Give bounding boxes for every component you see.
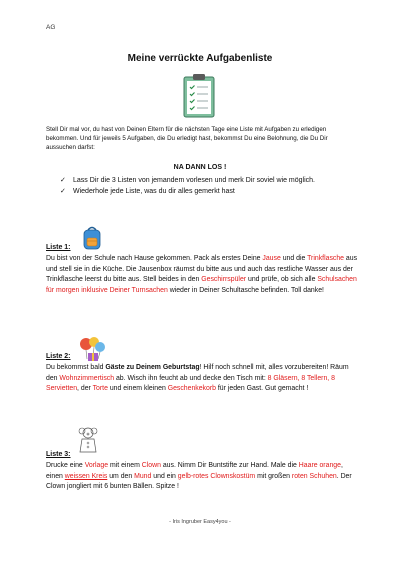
list-3-heading: Liste 3: — [46, 451, 71, 458]
rule-text: Lass Dir die 3 Listen von jemandem vorlesen und merk Dir soviel wie möglich. — [73, 177, 315, 184]
text-segment: Du bekommst bald — [46, 364, 106, 371]
highlighted-phrase: Torte — [92, 385, 108, 392]
text-segment: ab. Wisch ihn feucht ab und decke den Tisch mit: — [114, 374, 268, 382]
text-segment: für jeden Gast. Gut gemacht ! — [215, 385, 309, 392]
call-to-action: NA DANN LOS ! — [173, 164, 227, 171]
text-segment: aus. Nimm Dir Buntstifte zur Hand. Male die — [160, 462, 299, 469]
text-segment: , einen — [46, 462, 343, 480]
highlighted-phrase: Mund — [134, 472, 152, 480]
highlighted-phrase: roten Schuhen — [291, 472, 337, 480]
bold-phrase: Gäste zu Deinem Geburtstag — [105, 364, 200, 371]
rule-text: Wiederhole jede Liste, was du dir alles gemerkt hast — [73, 187, 235, 195]
text-segment: aus und stell sie in die Küche. Die Jausenbox räumst du bitte aus und auch das restliche Wasser aus der Trinkflasche leerst du bitte aus. Stell beides in den — [46, 255, 358, 283]
text-segment: und die — [280, 255, 308, 262]
text-segment: Drucke eine — [46, 462, 85, 469]
rule-item — [60, 187, 350, 198]
highlighted-phrase: Geschirrspüler — [201, 276, 247, 283]
clown-icon — [77, 425, 99, 455]
highlighted-phrase: gelb-rotes Clownskostüm — [177, 472, 256, 480]
highlighted-phrase: Geschenkekorb — [167, 385, 216, 392]
checkmark-icon: ✓ — [60, 187, 66, 195]
text-segment: Du bist von der Schule nach Hause gekommen. Pack als erstes Deine — [46, 255, 263, 262]
text-segment: mit großen — [255, 472, 292, 480]
highlighted-phrase: Wohnzimmertisch — [59, 374, 115, 382]
clipboard-icon — [181, 72, 217, 118]
backpack-icon — [80, 225, 104, 251]
text-segment: ! Hilf noch schnell mit, alles vorzubereiten! Räum den — [46, 364, 349, 382]
text-segment: um den — [107, 472, 135, 480]
intro-paragraph: Stell Dir mal vor, du hast von Deinen Eltern für die nächsten Tage eine Liste mit Aufgaben zu erledigen bekommen. Und für jeweils 5 Aufgaben, die Du erledigt hast, bekommst Du eine Belohnung, die Du Dir aussuchen darfst: — [46, 126, 328, 152]
list-1-heading: Liste 1: — [46, 244, 71, 251]
text-segment: und einem kleinen — [107, 385, 168, 392]
highlighted-phrase: Trinkflasche — [307, 255, 344, 262]
footer: - Iris Ingruber Easy4you - — [169, 519, 231, 525]
highlighted-phrase: Clown — [141, 462, 161, 469]
highlighted-phrase: Vorlage — [84, 462, 109, 469]
party-icon — [78, 335, 108, 363]
highlighted-phrase: Haare orange — [298, 462, 341, 469]
rule-item — [60, 176, 350, 187]
text-segment: , der — [77, 385, 93, 392]
highlighted-phrase: weissen Kreis — [64, 472, 108, 480]
text-segment: mit einem — [108, 462, 142, 469]
page-title: Meine verrückte Aufgabenliste — [127, 53, 273, 64]
checkmark-icon: ✓ — [60, 177, 66, 184]
highlighted-phrase: 8 Gläsern, 8 Tellern, 8 Servietten — [46, 374, 335, 392]
list-3-text — [46, 461, 361, 493]
text-segment: und ein — [151, 472, 178, 480]
list-1-text — [46, 254, 361, 296]
rules-list — [60, 176, 350, 197]
highlighted-phrase: Schulsachen für morgen inklusive Deiner Turnsachen — [46, 276, 357, 294]
list-2-text — [46, 363, 361, 395]
text-segment: . Der Clown jongliert mit 6 bunten Bällen. Spitze ! — [46, 472, 352, 490]
text-segment: und prüfe, ob sich alle — [246, 276, 318, 283]
header-tag: AG — [46, 24, 56, 31]
list-2-heading: Liste 2: — [46, 353, 71, 360]
highlighted-phrase: Jause — [262, 255, 281, 262]
text-segment: wieder in Deiner Schultasche befinden. Toll danke! — [167, 286, 324, 294]
